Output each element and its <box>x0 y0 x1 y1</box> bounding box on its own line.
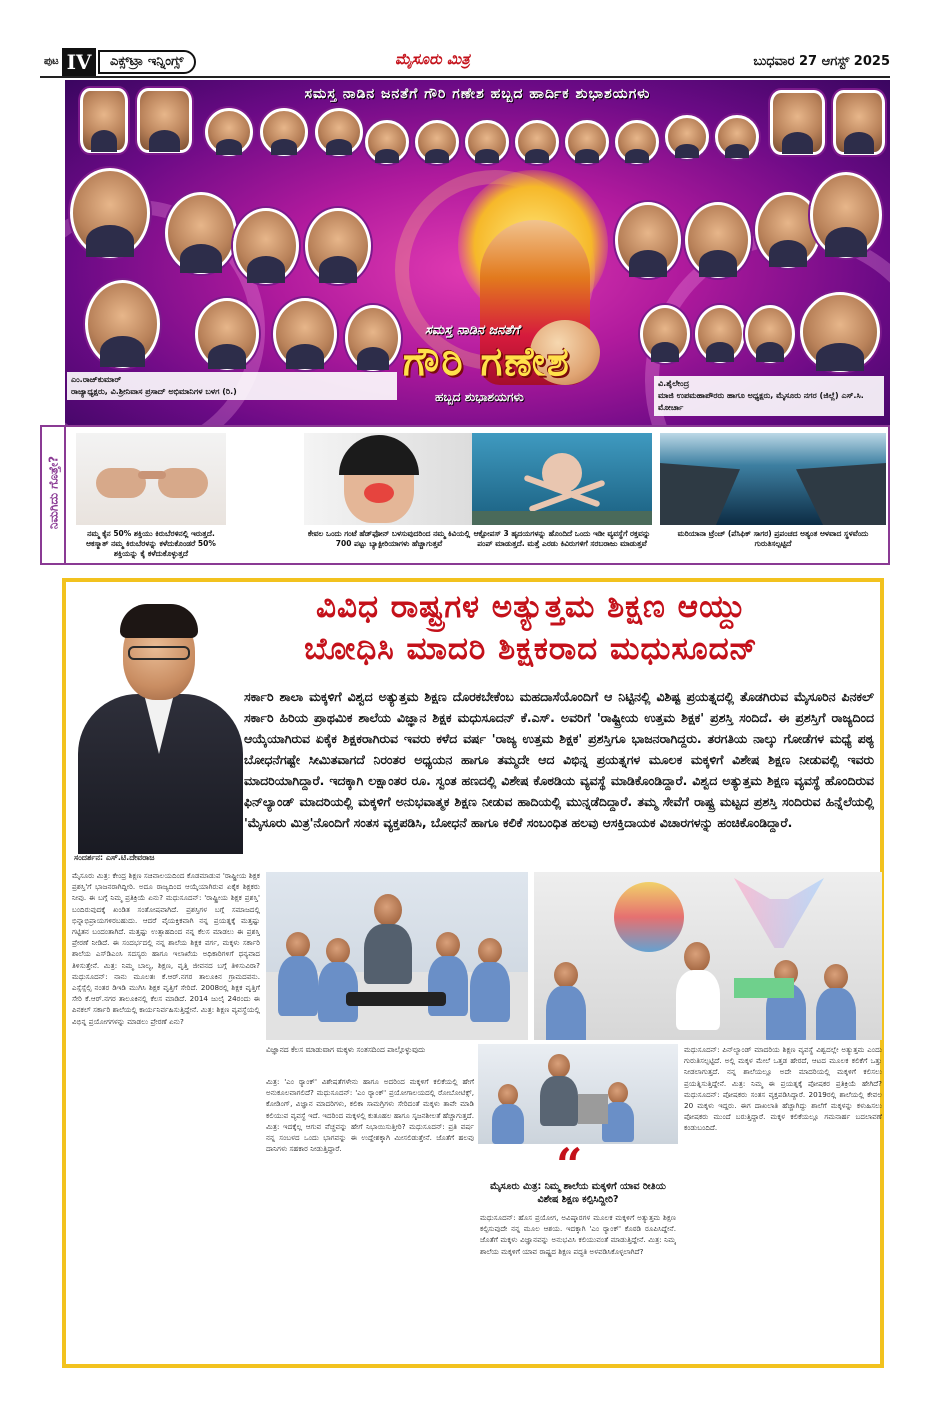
right-caption <box>654 376 884 416</box>
mariana-trench-photo <box>660 433 886 525</box>
left-caption-name: ಎಂ.ರಾಜ್‌ಕುಮಾರ್ <box>71 375 122 384</box>
page-word: ಪುಟ <box>44 56 59 67</box>
did-you-know-item <box>304 433 474 561</box>
did-you-know-caption: ಕೇವಲ ಒಂದು ಗಂಟೆ ಹೆಡ್‌ಫೋನ್ ಬಳಸುವುದರಿಂದ ನಮ್ಮ ಕಿವಿಯಲ್ಲಿ 700 ಪಟ್ಟು ಬ್ಯಾಕ್ಟೀರಿಯಾಗಳು ಹೆಚ್ಚಾಗುತ್ತವೆ <box>307 529 471 548</box>
quote-mark: “ <box>556 1138 583 1192</box>
article-column: ಮಧುಸೂದನ್: ಹೊಸ ಪ್ರಯೋಗ, ಅವಿಷ್ಕಾರಗಳ ಮೂಲಕ ಮಕ್ಕಳಿಗೆ ಅತ್ಯುತ್ತಮ ಶಿಕ್ಷಣ ಕಲ್ಪಿಸುವುದೇ ನನ್ನ ಮೂಲ ಆಶಯ. ಇದಕ್ಕಾಗಿ 'ಎಂ ರ್‍ಯಾಂಕ್' ಕೊಠಡಿ ರೂಪಿಸಿದ್ದೇನೆ. ಜೊತೆಗೆ ಮಕ್ಕಳು ವಿಜ್ಞಾನವನ್ನು ಅನುಭವಿಸಿ ಕಲಿಯುವಂತೆ ಮಾಡುತ್ತಿದ್ದೇನೆ. ಮಿತ್ರ: ನಿಮ್ಮ ಶಾಲೆಯ ಮಕ್ಕಳಿಗೆ ಯಾವ ರಾಷ್ಟ್ರದ ಶಿಕ್ಷಣ ಪದ್ಧತಿ ಅಳವಡಿಸಿಕೊಳ್ಳಲಾಗಿದೆ? <box>480 1213 676 1256</box>
portrait-photo <box>85 280 160 368</box>
portrait-photo <box>260 108 308 156</box>
did-you-know-caption: ನಮ್ಮ ಕೈನ 50% ಶಕ್ತಿಯು ಕಿರುಬೆರಳಿನಲ್ಲಿ ಇರುತ್ತದೆ. ಆಕಸ್ಮಾತ್ ನಮ್ಮ ಕಿರುಬೆರಳನ್ನು ಕಳೆದುಕೊಂಡರೆ 50% ಶಕ್ತಿಯನ್ನು ಕೈ ಕಳೆದುಕೊಳ್ಳುತ್ತದೆ <box>86 529 216 558</box>
portrait-photo <box>615 202 681 278</box>
portrait-photo <box>233 208 299 284</box>
headline-line-1: ವಿವಿಧ ರಾಷ್ಟ್ರಗಳ ಅತ್ಯುತ್ತಮ ಶಿಕ್ಷಣ ಆಯ್ದು <box>315 589 747 625</box>
article-headline <box>186 586 876 670</box>
pull-quote: ಮೈಸೂರು ಮಿತ್ರ: ನಿಮ್ಮ ಶಾಲೆಯ ಮಕ್ಕಳಿಗೆ ಯಾವ ರೀತಿಯ ವಿಶೇಷ ಶಿಕ್ಷಣ ಕಲ್ಪಿಸಿದ್ದೀರಿ? <box>490 1181 666 1205</box>
did-you-know-item <box>472 433 652 561</box>
left-caption-role: ರಾಜ್ಯಾಧ್ಯಕ್ಷರು, ವಿ.ಶ್ರೀನಿವಾಸ ಪ್ರಸಾದ್ ಅಭಿಮಾನಿಗಳ ಬಳಗ (ರಿ.) <box>71 387 237 396</box>
portrait-photo <box>345 305 401 371</box>
portrait-photo <box>465 120 509 164</box>
article-column: ಮಿತ್ರ: 'ಎಂ ರ್‍ಯಾಂಕ್' ವಿಶೇಷತೆಗಳೇನು ಹಾಗೂ ಅದರಿಂದ ಮಕ್ಕಳಿಗೆ ಕಲಿಕೆಯಲ್ಲಿ ಹೇಗೆ ಅನುಕೂಲವಾಗಲಿದೆ? ಮಧುಸೂದನ್: 'ಎಂ ರ್‍ಯಾಂಕ್' ಪ್ರಯೋಗಾಲಯದಲ್ಲಿ ರೋಬೋಟಿಕ್ಸ್, ಕೋಡಿಂಗ್, ವಿಜ್ಞಾನ ಮಾದರಿಗಳು, ಕಲಿಕಾ ಸಾಮಗ್ರಿಗಳು ಸೇರಿದಂತೆ ಮಕ್ಕಳು ತಾವೇ ಮಾಡಿ ಕಲಿಯುವ ವ್ಯವಸ್ಥೆ ಇದೆ. ಇದರಿಂದ ಮಕ್ಕಳಲ್ಲಿ ಕುತೂಹಲ ಹಾಗೂ ಸೃಜನಶೀಲತೆ ಹೆಚ್ಚಾಗುತ್ತದೆ. ಮಿತ್ರ: ಇದಕ್ಕೆಲ್ಲ ಆಗುವ ವೆಚ್ಚವನ್ನು ಹೇಗೆ ನಿಭಾಯಿಸುತ್ತೀರಿ? ಮಧುಸೂದನ್: ಪ್ರತಿ ವರ್ಷ ನನ್ನ ಸಂಬಳದ ಒಂದು ಭಾಗವನ್ನು ಈ ಉದ್ದೇಶಕ್ಕಾಗಿ ಮೀಸಲಿಡುತ್ತೇನೆ. ಜೊತೆಗೆ ಹಲವು ದಾನಿಗಳು ಸಹಕಾರ ನೀಡುತ್ತಿದ್ದಾರೆ. <box>266 1077 474 1154</box>
portrait-photo <box>137 88 192 153</box>
photo-caption: ವಿಜ್ಞಾನದ ಕೆಲಸ ಮಾಡುವಾಗ ಮಕ್ಕಳು ಸಂತಸದಿಂದ ಪಾಲ್ಗೊಳ್ಳುವುದು <box>266 1045 426 1054</box>
left-caption <box>67 372 397 400</box>
classroom-robotics-photo <box>266 872 528 1040</box>
did-you-know-item <box>76 433 226 561</box>
earache-photo <box>304 433 474 525</box>
article-column: ಮೈಸೂರು ಮಿತ್ರ: ಕೇಂದ್ರ ಶಿಕ್ಷಣ ಸಚಿವಾಲಯದಿಂದ ಕೊಡಮಾಡುವ 'ರಾಷ್ಟ್ರೀಯ ಶಿಕ್ಷಕ ಪ್ರಶಸ್ತಿ'ಗೆ ಭಾಜನರಾಗಿದ್ದೀರಿ. ಅದೂ ರಾಜ್ಯದಿಂದ ಆಯ್ಕೆಯಾಗಿರುವ ಏಕೈಕ ಶಿಕ್ಷಕರು ನೀವು. ಈ ಬಗ್ಗೆ ನಿಮ್ಮ ಪ್ರತಿಕ್ರಿಯೆ ಏನು? ಮಧುಸೂದನ್: 'ರಾಷ್ಟ್ರೀಯ ಶಿಕ್ಷಕ ಪ್ರಶಸ್ತಿ' ಬಂದಿರುವುದಕ್ಕೆ ಖಂಡಿತ ಸಂತೋಷವಾಗಿದೆ. ಪ್ರಶಸ್ತಿಗಳ ಬಗ್ಗೆ ಸಮಾಜದಲ್ಲಿ ಭಿನ್ನಾಭಿಪ್ರಾಯಗಳಿರಬಹುದು. ಆದರೆ ವೈಯಕ್ತಿಕವಾಗಿ ನನ್ನ ಪ್ರಯತ್ನಕ್ಕೆ ಮತ್ತಷ್ಟು ಗಟ್ಟಿತನ ಬಂದಂತಾಗಿದೆ. ಮತ್ತಷ್ಟು ಉತ್ಸಾಹದಿಂದ ನನ್ನ ಕೆಲಸ ಮಾಡಲು ಈ ಪ್ರಶಸ್ತಿ ಪ್ರೇರಣೆ ನೀಡಿದೆ. ಈ ಸಂದರ್ಭದಲ್ಲಿ ನನ್ನ ಶಾಲೆಯ ಶಿಕ್ಷಕ ವರ್ಗ, ಮಕ್ಕಳು ಸರ್ಕಾರಿ ಶಾಲೆಯ ಎಸ್‌ಡಿಎಂಸಿ ಸದಸ್ಯರು ಹಾಗೂ ಇಲಾಖೆಯ ಅಧಿಕಾರಿಗಳಿಗೆ ಧನ್ಯವಾದ ತಿಳಿಸುತ್ತೇನೆ. ಮಿತ್ರ: ನಿಮ್ಮ ಬಾಲ್ಯ, ಶಿಕ್ಷಣ, ವೃತ್ತಿ ಜೀವನದ ಬಗ್ಗೆ ತಿಳಿಸುವಿರಾ? ಮಧುಸೂದನ್: ನಾನು ಮೂಲತಃ ಕೆ.ಆರ್.ನಗರ ತಾಲೂಕಿನ ಗ್ರಾಮದವನು. ಎಸ್ಸೆಸ್ಸೆಲ್ಸಿ ನಂತರ ಡಿಇಡಿ ಮುಗಿಸಿ ಶಿಕ್ಷಕ ವೃತ್ತಿಗೆ ಸೇರಿದೆ. 2008ರಲ್ಲಿ ಶಿಕ್ಷಕ ವೃತ್ತಿಗೆ ಸೇರಿ ಕೆ.ಆರ್.ನಗರ ತಾಲೂಕಿನಲ್ಲಿ ಕೆಲಸ ಮಾಡಿದೆ. 2014 ಜುಲೈ 24ರಂದು ಈ ಪಿನಕಲ್ ಸರ್ಕಾರಿ ಶಾಲೆಯಲ್ಲಿ ಕಾರ್ಯನಿರ್ವಹಿಸುತ್ತಿದ್ದೇನೆ. ಮಿತ್ರ: ಶಿಕ್ಷಣ ವ್ಯವಸ್ಥೆಯಲ್ಲಿ ವಿಭಿನ್ನ ಪ್ರಯೋಗಗಳನ್ನು ಮಾಡಲು ಪ್ರೇರಣೆ ಏನು? <box>72 871 260 1026</box>
portrait-photo <box>715 115 759 159</box>
portrait-photo <box>415 120 459 164</box>
festival-greeting-banner <box>65 80 890 425</box>
portrait-photo <box>685 202 751 278</box>
interview-credit: ಸಂದರ್ಶನ: ಎಸ್.ಟಿ.ದೇವರಾಜ <box>74 853 155 862</box>
portrait-photo <box>770 90 825 155</box>
portrait-photo <box>810 172 882 258</box>
portrait-photo <box>640 305 690 363</box>
page-header <box>40 48 890 78</box>
portrait-photo <box>615 120 659 164</box>
portrait-photo <box>565 120 609 164</box>
portrait-photo <box>273 298 337 370</box>
headline-line-2: ಬೋಧಿಸಿ ಮಾದರಿ ಶಿಕ್ಷಕರಾದ ಮಧುಸೂದನ್ <box>304 631 758 667</box>
portrait-photo <box>833 90 885 155</box>
article-column: ಮಧುಸೂದನ್: ಪಿನ್‌ಲ್ಯಾಂಡ್ ಮಾದರಿಯ ಶಿಕ್ಷಣ ವ್ಯವಸ್ಥೆ ವಿಶ್ವದಲ್ಲೇ ಅತ್ಯುತ್ತಮ ಎಂದು ಗುರುತಿಸಲ್ಪಟ್ಟಿದೆ. ಅಲ್ಲಿ ಮಕ್ಕಳ ಮೇಲೆ ಒತ್ತಡ ಹೇರದೆ, ಆಟದ ಮೂಲಕ ಕಲಿಕೆಗೆ ಒತ್ತು ನೀಡಲಾಗುತ್ತದೆ. ನನ್ನ ಶಾಲೆಯಲ್ಲೂ ಅದೇ ಮಾದರಿಯಲ್ಲಿ ಮಕ್ಕಳಿಗೆ ಕಲಿಸಲು ಪ್ರಯತ್ನಿಸುತ್ತಿದ್ದೇನೆ. ಮಿತ್ರ: ನಿಮ್ಮ ಈ ಪ್ರಯತ್ನಕ್ಕೆ ಪೋಷಕರ ಪ್ರತಿಕ್ರಿಯೆ ಹೇಗಿದೆ? ಮಧುಸೂದನ್: ಪೋಷಕರು ಸಂತಸ ವ್ಯಕ್ತಪಡಿಸಿದ್ದಾರೆ. 2019ರಲ್ಲಿ ಶಾಲೆಯಲ್ಲಿ ಕೇವಲ 20 ಮಕ್ಕಳು ಇದ್ದರು. ಈಗ ದಾಖಲಾತಿ ಹೆಚ್ಚಾಗಿದ್ದು ಶಾಲೆಗೆ ಮಕ್ಕಳನ್ನು ಕಳುಹಿಸಲು ಪೋಷಕರು ಮುಂದೆ ಬರುತ್ತಿದ್ದಾರೆ. ಮಕ್ಕಳ ಕಲಿಕೆಯಲ್ಲೂ ಗಮನಾರ್ಹ ಬದಲಾವಣೆ ಕಂಡುಬಂದಿದೆ. <box>684 1045 882 1133</box>
classroom-teaching-photo <box>534 872 882 1040</box>
portrait-photo <box>315 108 363 156</box>
portrait-photo <box>195 298 259 370</box>
greeting-small-line: ಸಮಸ್ತ ನಾಡಿನ ಜನತೆಗೆ <box>425 323 520 338</box>
octopus-photo <box>472 433 652 525</box>
portrait-photo <box>800 292 880 372</box>
right-caption-name: ವಿ.ಶೈಲೇಂದ್ರ <box>658 379 690 388</box>
portrait-photo <box>305 208 371 284</box>
portrait-photo <box>80 88 128 153</box>
portrait-photo <box>745 305 795 363</box>
portrait-photo <box>165 192 237 274</box>
portrait-photo <box>515 120 559 164</box>
portrait-photo <box>70 168 150 258</box>
portrait-photo <box>365 120 409 164</box>
lab-photo <box>478 1044 678 1144</box>
banner-title: ಸಮಸ್ತ ನಾಡಿನ ಜನತೆಗೆ ಗೌರಿ ಗಣೇಶ ಹಬ್ಬದ ಹಾರ್ದಿಕ ಶುಭಾಶಯಗಳು <box>304 86 651 102</box>
greeting-subline: ಹಬ್ಬದ ಶುಭಾಶಯಗಳು <box>435 390 524 404</box>
article-intro: ಸರ್ಕಾರಿ ಶಾಲಾ ಮಕ್ಕಳಿಗೆ ವಿಶ್ವದ ಅತ್ಯುತ್ತಮ ಶಿಕ್ಷಣ ದೊರಕಬೇಕೆಂಬ ಮಹದಾಸೆಯೊಂದಿಗೆ ಆ ನಿಟ್ಟಿನಲ್ಲಿ ವಿಶಿಷ್ಟ ಪ್ರಯತ್ನದಲ್ಲಿ ತೊಡಗಿರುವ ಮೈಸೂರಿನ ಪಿನಕಲ್ ಸರ್ಕಾರಿ ಹಿರಿಯ ಪ್ರಾಥಮಿಕ ಶಾಲೆಯ ವಿಜ್ಞಾನ ಶಿಕ್ಷಕ ಮಧುಸೂದನ್ ಕೆ.ಎಸ್. ಅವರಿಗೆ 'ರಾಷ್ಟ್ರೀಯ ಉತ್ತಮ ಶಿಕ್ಷಕ' ಪ್ರಶಸ್ತಿ ಸಂದಿದೆ. ಈ ಪ್ರಶಸ್ತಿಗೆ ರಾಜ್ಯದಿಂದ ಆಯ್ಕೆಯಾಗಿರುವ ಏಕೈಕ ಶಿಕ್ಷಕರಾಗಿರುವ ಇವರು ಕಳೆದ ವರ್ಷ 'ರಾಜ್ಯ ಉತ್ತಮ ಶಿಕ್ಷಕ' ಪ್ರಶಸ್ತಿಗೂ ಭಾಜನರಾಗಿದ್ದರು. ತರಗತಿಯ ನಾಲ್ಕು ಗೋಡೆಗಳ ಮಧ್ಯೆ ಪಠ್ಯ ಬೋಧನೆಗಷ್ಟೇ ಸೀಮಿತವಾಗದೆ ನಿರಂತರ ಅಧ್ಯಯನ ಹಾಗೂ ತಮ್ಮದೇ ಆದ ವಿಭಿನ್ನ ಪ್ರಯತ್ನಗಳ ಮೂಲಕ ಮಕ್ಕಳಿಗೆ ವಿಶೇಷ ಶಿಕ್ಷಣ ನೀಡುವಲ್ಲಿ ಇವರು ಮಾದರಿಯಾಗಿದ್ದಾರೆ. ಇದಕ್ಕಾಗಿ ಲಕ್ಷಾಂತರ ರೂ. ಸ್ವಂತ ಹಣದಲ್ಲಿ ವಿಶೇಷ ಕೊಠಡಿಯ ವ್ಯವಸ್ಥೆ ಮಾಡಿಕೊಂಡಿದ್ದಾರೆ. ವಿಶ್ವದ ಅತ್ಯುತ್ತಮ ಶಿಕ್ಷಣ ವ್ಯವಸ್ಥೆ ಹೊಂದಿರುವ ಫಿನ್‌ಲ್ಯಾಂಡ್ ಮಾದರಿಯಲ್ಲಿ ಮಕ್ಕಳಿಗೆ ಅನುಭವಾತ್ಮಕ ಶಿಕ್ಷಣ ನೀಡುವ ಹಾದಿಯಲ್ಲಿ ಮುನ್ನಡೆದಿದ್ದಾರೆ. ತಮ್ಮ ಸೇವೆಗೆ ರಾಷ್ಟ್ರ ಮಟ್ಟದ ಪ್ರಶಸ್ತಿ ಸಂದಿರುವ ಹಿನ್ನೆಲೆಯಲ್ಲಿ 'ಮೈಸೂರು ಮಿತ್ರ'ನೊಂದಿಗೆ ಸಂತಸ ವ್ಯಕ್ತಪಡಿಸಿ, ಬೋಧನೆ ಹಾಗೂ ಕಲಿಕೆ ಸಂಬಂಧಿತ ಹಲವು ಆಸಕ್ತಿದಾಯಕ ವಿಚಾರಗಳನ್ನು ಹಂಚಿಕೊಂಡಿದ್ದಾರೆ. <box>244 689 874 830</box>
feature-article <box>62 578 884 1368</box>
portrait-photo <box>205 108 253 156</box>
did-you-know-label: ನಿಮಗಿದು ಗೊತ್ತೇ? <box>42 427 66 563</box>
did-you-know-caption: ಮರಿಯಾನಾ ಟ್ರೆಂಚ್ (ಪೆಸಿಫಿಕ್ ಸಾಗರ) ಪ್ರಪಂಚದ ಅತ್ಯಂತ ಆಳವಾದ ಸ್ಥಳವೆಂದು ಗುರುತಿಸಲ್ಪಟ್ಟಿದೆ <box>677 529 869 548</box>
page-number: IV <box>62 48 96 76</box>
did-you-know-caption: ಆಕ್ಟೋಪಸ್ 3 ಹೃದಯಗಳನ್ನು ಹೊಂದಿದೆ ಒಂದು ಇಡೀ ವ್ಯವಸ್ಥೆಗೆ ರಕ್ತವನ್ನು ಪಂಪ್ ಮಾಡುತ್ತದೆ. ಮತ್ತೆ ಎರಡು ಕಿವಿರುಗಳಿಗೆ ಸರಬರಾಜು ಮಾಡುತ್ತವೆ <box>473 529 651 548</box>
right-caption-role: ಮಾಜಿ ಉಪಮಹಾಪೌರರು ಹಾಗೂ ಅಧ್ಯಕ್ಷರು, ಮೈಸೂರು ನಗರ (ಜಿಲ್ಲೆ) ಎಸ್.ಸಿ. ಮೋರ್ಚಾ <box>658 391 864 412</box>
masthead-logo: ಮೈಸೂರು ಮಿತ್ರ <box>395 50 470 68</box>
section-label: ಎಕ್ಸ್‌ಟ್ರಾ ಇನ್ನಿಂಗ್ಸ್ <box>98 50 196 74</box>
did-you-know-strip <box>40 425 890 565</box>
did-you-know-item <box>660 433 886 561</box>
greeting-title: ಗೌರಿ ಗಣೇಶ <box>403 338 571 385</box>
pinky-fingers-photo <box>76 433 226 525</box>
portrait-photo <box>695 305 745 363</box>
portrait-photo <box>665 115 709 159</box>
issue-date: ಬುಧವಾರ 27 ಆಗಸ್ಟ್ 2025 <box>753 54 890 69</box>
